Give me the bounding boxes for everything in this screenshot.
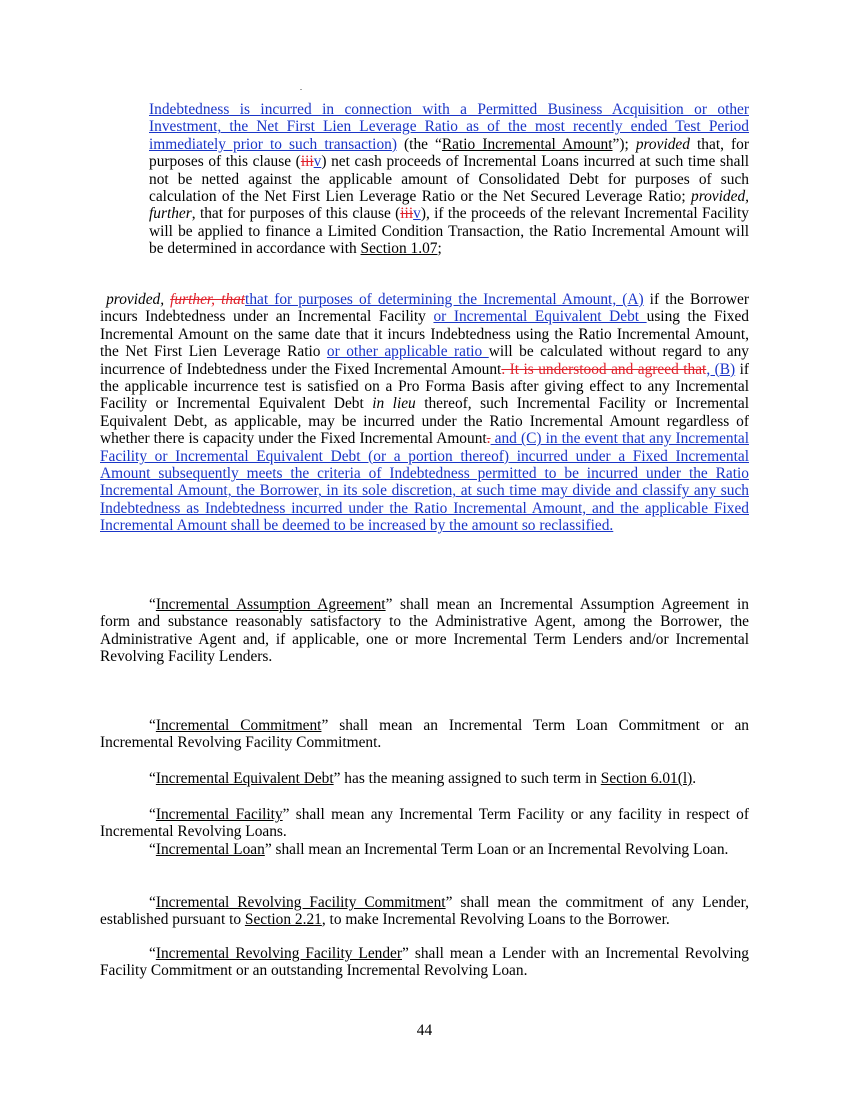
page-number: 44 bbox=[416, 1022, 433, 1039]
deleted-text: further, that bbox=[170, 291, 246, 308]
definition-incremental-commitment: “Incremental Commitment” shall mean an Incremental Term Loan Commitment or an Incremental Revolving Facility Commitment. bbox=[100, 717, 749, 752]
definition-incremental-loan: “Incremental Loan” shall mean an Incremental Term Loan or an Incremental Revolving Loan. bbox=[149, 841, 729, 858]
definition-incremental-assumption-agreement: “Incremental Assumption Agreement” shall mean an Incremental Assumption Agreement in form and substance reasonably satisfactory to the Administrative Agent, among the Borrower, the Administrative Agent and, if applicable, one or more Incremental Term Lenders and/or Incremental Revolving Facility Lenders. bbox=[100, 596, 750, 666]
inserted-text: or other applicable ratio bbox=[326, 343, 489, 361]
section-reference: Section 6.01(l) bbox=[600, 770, 693, 787]
proviso-paragraph: provided, further, thatthat for purposes of determining the Incremental Amount, (A) if the Borrower incurs Indebtedness under an Incremental Facility or Incremental Equivalent Debt using the Fixed Incremental Amount on the same date that it incurs Indebtedness using the Ratio Incremental Amount, the Net First Lien Leverage Ratio or other applicable ratio will be calculated without regard to any incurrence of Indebtedness under the Fixed Incremental Amount. It is understood and agreed that, (B) if the applicable incurrence test is satisfied on a Pro Forma Basis after giving effect to any Incremental Facility or Incremental Equivalent Debt in lieu thereof, such Incremental Facility or Incremental Equivalent Debt, as applicable, may be incurred under the Ratio Incremental Amount regardless of whether there is capacity under the Fixed Incremental Amount. and (C) in the event that any Incremental Facility or Incremental Equivalent Debt (or a portion thereof) incurred under a Fixed Incremental Amount subsequently meets the criteria of Indebtedness permitted to be incurred under the Ratio Incremental Amount, the Borrower, in its sole discretion, at such time may divide and classify any such Indebtedness as Indebtedness incurred under the Ratio Incremental Amount, and the applicable Fixed Incremental Amount shall be deemed to be increased by the amount so reclassified. bbox=[100, 291, 750, 535]
definition-incremental-equivalent-debt: “Incremental Equivalent Debt” has the meaning assigned to such term in Section 6.01(l). bbox=[149, 770, 697, 787]
ratio-clause-block bbox=[149, 101, 749, 258]
stray-mark: . bbox=[300, 83, 302, 92]
inserted-text: that for purposes of determining the Incremental Amount, (A) bbox=[245, 291, 644, 308]
inserted-text: Indebtedness is incurred in connection with a Permitted Business Acquisition or other Investment, the Net First Lien Leverage Ratio as of the most recently ended Test Period immediately prior to such transaction) bbox=[149, 101, 749, 153]
defined-term: Incremental Facility bbox=[155, 806, 283, 823]
inserted-text: v bbox=[413, 205, 421, 223]
deleted-text: . bbox=[486, 430, 491, 448]
deleted-text: iii bbox=[300, 153, 314, 171]
defined-term: Incremental Loan bbox=[155, 841, 265, 858]
defined-term: Incremental Assumption Agreement bbox=[155, 596, 386, 613]
defined-term: Incremental Commitment bbox=[155, 717, 322, 734]
inserted-text: v bbox=[313, 153, 322, 171]
defined-term: Incremental Revolving Facility Lender bbox=[155, 945, 403, 962]
defined-term: Incremental Equivalent Debt bbox=[155, 770, 334, 787]
definition-incremental-revolving-facility-lender: “Incremental Revolving Facility Lender” shall mean a Lender with an Incremental Revolving Facility Commitment or an outstanding Incremental Revolving Loan. bbox=[100, 945, 750, 980]
inserted-text: , (B) bbox=[706, 360, 736, 378]
inserted-text: and (C) in the event that any Incremental Facility or Incremental Equivalent Debt (or a portion thereof) incurred under a Fixed Incremental Amount subsequently meets the criteria of Indebtedness permitted to be incurred under the Ratio Incremental Amount, the Borrower, in its sole discretion, at such time may divide and classify any such Indebtedness as Indebtedness incurred under the Ratio Incremental Amount, and the applicable Fixed Incremental Amount shall be deemed to be increased by the amount so reclassified. bbox=[100, 430, 749, 535]
proviso-block bbox=[100, 291, 749, 535]
section-reference: Section 1.07 bbox=[360, 240, 438, 258]
defined-term-ratio-incremental-amount: Ratio Incremental Amount bbox=[441, 135, 613, 153]
definition-incremental-facility: “Incremental Facility” shall mean any Incremental Term Facility or any facility in respect of Incremental Revolving Loans. bbox=[100, 806, 749, 841]
inserted-text: or Incremental Equivalent Debt bbox=[433, 308, 647, 326]
section-reference: Section 2.21 bbox=[244, 911, 322, 929]
defined-term: Incremental Revolving Facility Commitment bbox=[155, 894, 446, 911]
deleted-text: iii bbox=[400, 205, 414, 223]
definition-incremental-revolving-facility-commitment: “Incremental Revolving Facility Commitment” shall mean the commitment of any Lender, established pursuant to Section 2.21, to make Incremental Revolving Loans to the Borrower. bbox=[100, 894, 749, 929]
ratio-clause-paragraph: Indebtedness is incurred in connection with a Permitted Business Acquisition or other Investment, the Net First Lien Leverage Ratio as of the most recently ended Test Period immediately prior to such transaction) (the “Ratio Incremental Amount”); provided that, for purposes of this clause (iiiv) net cash proceeds of Incremental Loans incurred at such time shall not be netted against the applicable amount of Consolidated Debt for purposes of such calculation of the Net First Lien Leverage Ratio or the Net Secured Leverage Ratio; provided, further, that for purposes of this clause (iiiv), if the proceeds of the relevant Incremental Facility will be applied to finance a Limited Condition Transaction, the Ratio Incremental Amount will be determined in accordance with Section 1.07; bbox=[149, 101, 749, 258]
deleted-text: . It is understood and agreed that bbox=[501, 360, 707, 378]
